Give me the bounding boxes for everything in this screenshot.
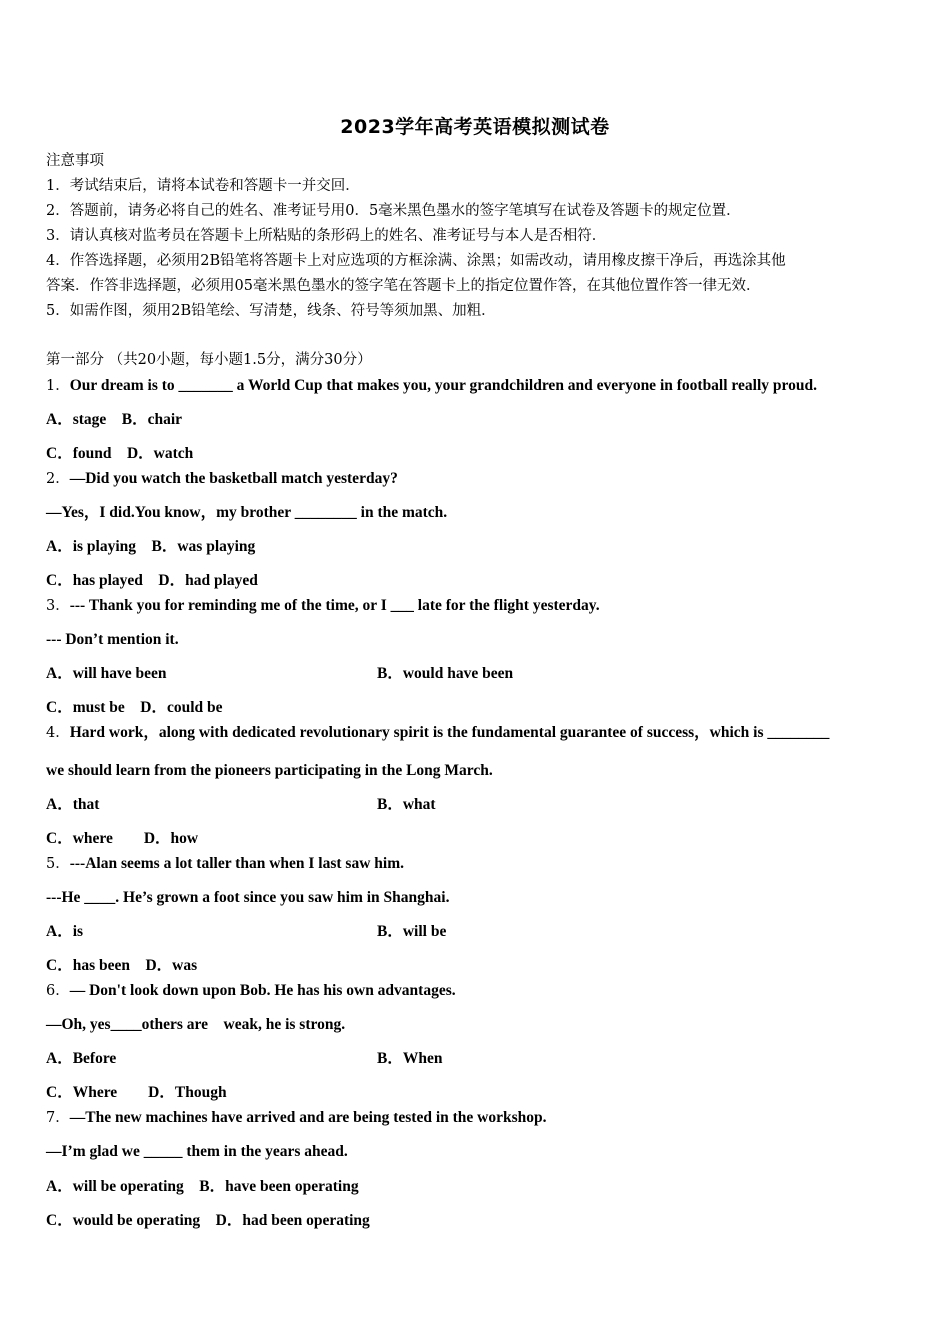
option-a: A．Before (46, 1050, 117, 1067)
option-row: A．will be operating B．have been operating (46, 1178, 359, 1195)
question-stem (46, 596, 600, 616)
question-number: 7． (46, 1110, 70, 1126)
option-b: B．will be (377, 923, 447, 940)
dialogue-line: ---He ____. He’s grown a foot since you saw him in Shanghai. (46, 889, 450, 906)
question-text: —The new machines have arrived and are being tested in the workshop. (69, 1109, 547, 1126)
dialogue-line: --- Don’t mention it. (46, 631, 179, 648)
question-number: 5． (46, 856, 70, 872)
option-row: C．where D．how (46, 830, 199, 847)
option-row (46, 795, 906, 815)
question-stem (46, 469, 398, 489)
question-text-continued: we should learn from the pioneers participating in the Long March. (46, 762, 493, 779)
question-number: 4． (46, 725, 70, 741)
option-row: C．has played D．had played (46, 572, 258, 589)
question-text: Our dream is to _______ a World Cup that makes you, your grandchildren and everyone in football really proud. (69, 377, 817, 394)
option-row: C．must be D．could be (46, 699, 223, 716)
option-row: C．has been D．was (46, 957, 198, 974)
notice-item: 5．如需作图，须用2B铅笔绘、写清楚，线条、符号等须加黑、加粗． (46, 303, 496, 319)
notice-item: 4．作答选择题，必须用2B铅笔将答题卡上对应选项的方框涂满、涂黑；如需改动，请用橡皮擦干净后，再选涂其他 (46, 253, 786, 269)
question-text: —Did you watch the basketball match yesterday? (69, 470, 398, 487)
notice-item: 1．考试结束后，请将本试卷和答题卡一并交回． (46, 178, 360, 194)
question-number: 6． (46, 983, 70, 999)
section-heading: 第一部分 （共20小题，每小题1.5分，满分30分） (46, 352, 372, 368)
question-text: Hard work，along with dedicated revolutionary spirit is the fundamental guarantee of success，which is ________ (69, 724, 830, 741)
question-stem (46, 854, 404, 874)
option-a: A．is (46, 923, 84, 940)
question-stem (46, 1108, 547, 1128)
notice-item: 3．请认真核对监考员在答题卡上所粘贴的条形码上的姓名、准考证号与本人是否相符． (46, 228, 607, 244)
option-b: B．would have been (377, 665, 514, 682)
page-title: 2023学年高考英语模拟测试卷 (340, 116, 610, 138)
question-number: 2． (46, 471, 70, 487)
option-b: B．what (377, 796, 436, 813)
question-number: 1． (46, 378, 70, 394)
notice-heading: 注意事项 (46, 153, 104, 169)
dialogue-line: —I’m glad we _____ them in the years ahead. (46, 1143, 348, 1160)
notice-item: 2．答题前，请务必将自己的姓名、准考证号用0．5毫米黑色墨水的签字笔填写在试卷及答题卡的规定位置． (46, 203, 741, 219)
option-a: A．will have been (46, 665, 167, 682)
question-text: --- Thank you for reminding me of the time, or I ___ late for the flight yesterday. (69, 597, 600, 614)
question-stem (46, 723, 829, 743)
option-row: A．is playing B．was playing (46, 538, 256, 555)
option-row (46, 1049, 906, 1069)
question-number: 3． (46, 598, 70, 614)
question-stem (46, 376, 817, 396)
question-stem (46, 981, 456, 1001)
option-row: C．found D．watch (46, 445, 194, 462)
option-row: A．stage B．chair (46, 411, 183, 428)
notice-item: 答案．作答非选择题，必须用05毫米黑色墨水的签字笔在答题卡上的指定位置作答，在其他位置作答一律无效． (46, 278, 761, 294)
option-a: A．that (46, 796, 100, 813)
question-text: ---Alan seems a lot taller than when I last saw him. (69, 855, 404, 872)
option-row: C．Where D．Though (46, 1084, 227, 1101)
option-row (46, 922, 906, 942)
dialogue-line: —Oh, yes____others are weak, he is strong. (46, 1016, 346, 1033)
option-row (46, 664, 906, 684)
option-b: B．When (377, 1050, 443, 1067)
question-text: — Don't look down upon Bob. He has his own advantages. (69, 982, 456, 999)
option-row: C．would be operating D．had been operating (46, 1212, 370, 1229)
dialogue-line: —Yes，I did.You know，my brother ________ in the match. (46, 504, 448, 521)
